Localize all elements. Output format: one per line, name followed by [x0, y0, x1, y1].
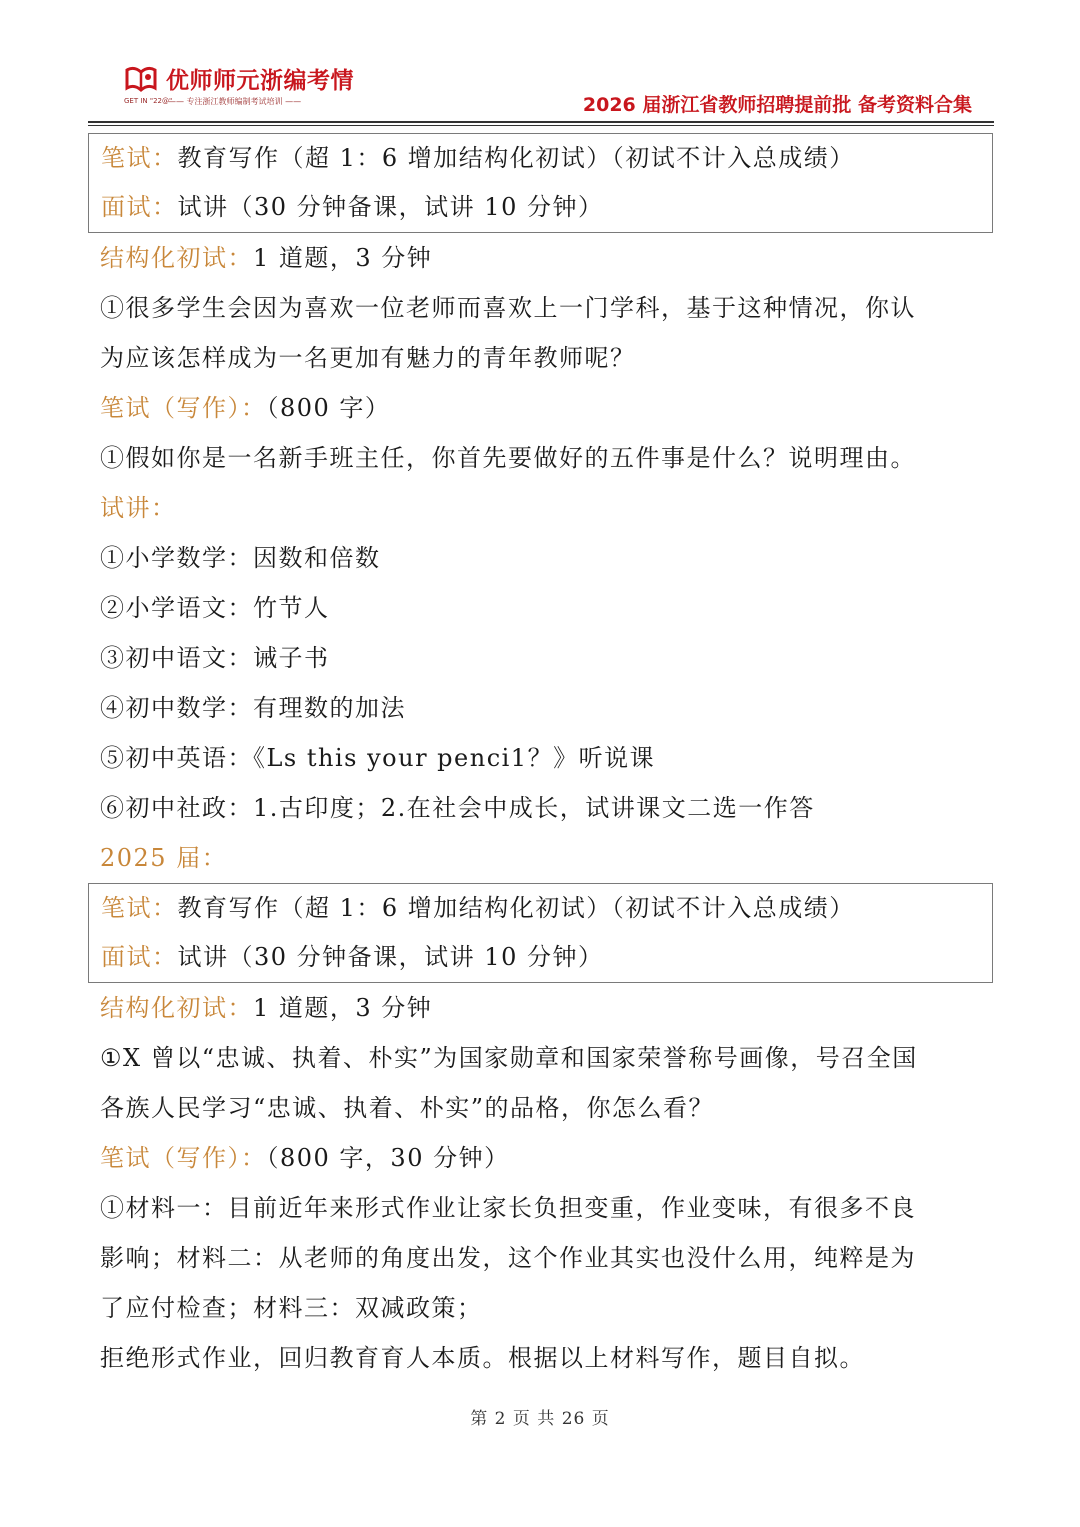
writing-text: （800 字，30 分钟）	[266, 1144, 510, 1172]
structured-question-line: 为应该怎样成为一名更加有魅力的青年教师呢？	[100, 344, 636, 372]
interview-label: 面试：	[101, 193, 178, 221]
interview-line	[89, 933, 992, 982]
lecture-item: ②小学语文：竹节人	[100, 594, 330, 622]
written-label: 笔试：	[101, 144, 178, 172]
writing-label: 笔试（写作）：	[100, 394, 267, 422]
writing-material-line: 拒绝形式作业，回归教育育人本质。根据以上材料写作，题目自拟。	[100, 1344, 865, 1372]
structured-question-line: ①很多学生会因为喜欢一位老师而喜欢上一门学科，基于这种情况，你认	[100, 294, 916, 322]
year-heading: 2025 届：	[100, 844, 228, 872]
lecture-item: ④初中数学：有理数的加法	[100, 694, 406, 722]
brand-name: 优师师元浙编考情	[166, 68, 354, 94]
header-divider-thin	[88, 125, 994, 126]
structured-question-line: 各族人民学习“忠诚、执着、朴实”的品格，你怎么看？	[100, 1094, 715, 1122]
structured-heading	[88, 983, 993, 1033]
structured-label: 结构化初试：	[100, 244, 253, 272]
writing-label: 笔试（写作）：	[100, 1144, 267, 1172]
structured-heading	[88, 233, 993, 283]
written-exam-line	[89, 134, 992, 183]
structured-text: 1 道题，3 分钟	[253, 244, 433, 272]
brand-logo	[124, 62, 364, 112]
writing-material-line: 了应付检查；材料三：双减政策；	[100, 1294, 483, 1322]
written-exam-line	[89, 884, 992, 933]
document-title: 2026 届浙江省教师招聘提前批 备考资料合集	[582, 94, 972, 116]
written-text: 教育写作（超 1：6 增加结构化初试）（初试不计入总成绩）	[177, 144, 855, 172]
lecture-item: ①小学数学：因数和倍数	[100, 544, 381, 572]
writing-text: （800 字）	[266, 394, 391, 422]
interview-text: 试讲（30 分钟备课，试讲 10 分钟）	[177, 193, 604, 221]
book-logo-icon	[124, 64, 158, 94]
interview-label: 面试：	[101, 943, 178, 971]
writing-material-line: 影响；材料二：从老师的角度出发，这个作业其实也没什么用，纯粹是为	[100, 1244, 916, 1272]
page-number: 第 2 页 共 26 页	[470, 1409, 610, 1429]
exam-format-box	[88, 133, 993, 233]
lecture-item: ⑥初中社政：1.古印度；2.在社会中成长，试讲课文二选一作答	[100, 794, 815, 822]
page-header	[0, 0, 1080, 130]
interview-line	[89, 183, 992, 232]
document-body	[88, 133, 993, 1383]
lecture-item: ③初中语文：诫子书	[100, 644, 330, 672]
header-divider	[88, 121, 994, 123]
brand-sub: GET IN "22@"	[124, 97, 173, 105]
interview-text: 试讲（30 分钟备课，试讲 10 分钟）	[177, 943, 604, 971]
lecture-item: ⑤初中英语：《Ls this your penci1？》听说课	[100, 744, 656, 772]
lecture-heading: 试讲：	[100, 494, 177, 522]
structured-text: 1 道题，3 分钟	[253, 994, 433, 1022]
written-label: 笔试：	[101, 894, 178, 922]
writing-heading	[88, 1133, 993, 1183]
writing-question-line: ①假如你是一名新手班主任，你首先要做好的五件事是什么？说明理由。	[100, 444, 916, 472]
writing-heading	[88, 383, 993, 433]
structured-label: 结构化初试：	[100, 994, 253, 1022]
writing-material-line: ①材料一：目前近年来形式作业让家长负担变重，作业变味，有很多不良	[100, 1194, 916, 1222]
written-text: 教育写作（超 1：6 增加结构化初试）（初试不计入总成绩）	[177, 894, 855, 922]
brand-tagline: —— 专注浙江教师编制考试培训 ——	[168, 97, 302, 106]
exam-format-box	[88, 883, 993, 983]
structured-question-line: ①X 曾以“忠诚、执着、朴实”为国家勋章和国家荣誉称号画像，号召全国	[100, 1044, 918, 1072]
